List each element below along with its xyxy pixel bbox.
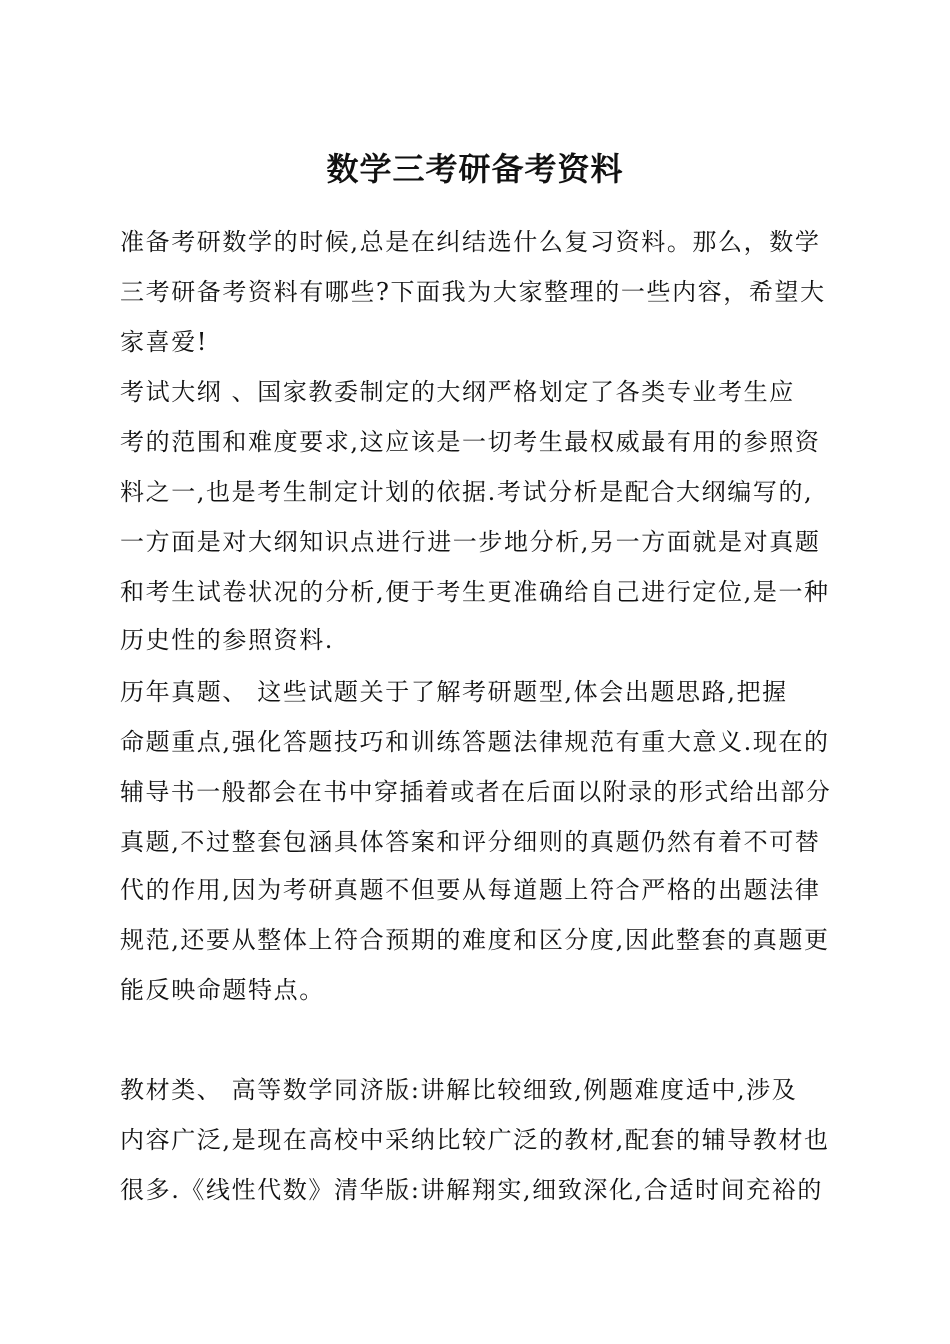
paragraph-line: 规范,还要从整体上符合预期的难度和区分度,因此整套的真题更: [120, 926, 830, 954]
paragraph-line: 命题重点,强化答题技巧和训练答题法律规范有重大意义.现在的: [120, 728, 830, 756]
paragraph-line: 准备考研数学的时候,总是在纠结选什么复习资料。那么，数学: [120, 228, 821, 256]
paragraph-line: 料之一,也是考生制定计划的依据.考试分析是配合大纲编写的,: [120, 478, 814, 506]
document-title: 数学三考研备考资料: [326, 150, 624, 188]
paragraph-line: 一方面是对大纲知识点进行进一步地分析,另一方面就是对真题: [120, 528, 821, 556]
paragraph-line: 考试大纲 、国家教委制定的大纲严格划定了各类专业考生应: [120, 378, 795, 406]
paragraph-line: 考的范围和难度要求,这应该是一切考生最权威最有用的参照资: [120, 428, 821, 456]
paragraph-line: 内容广泛,是现在高校中采纳比较广泛的教材,配套的辅导教材也: [120, 1126, 830, 1154]
paragraph-line: 辅导书一般都会在书中穿插着或者在后面以附录的形式给出部分: [120, 778, 832, 806]
paragraph-line: 教材类、 高等数学同济版:讲解比较细致,例题难度适中,涉及: [120, 1076, 798, 1104]
paragraph-line: 历史性的参照资料.: [120, 626, 335, 654]
paragraph-line: 代的作用,因为考研真题不但要从每道题上符合严格的出题法律: [120, 876, 821, 904]
paragraph-line: 很多.《线性代数》清华版:讲解翔实,细致深化,合适时间充裕的: [120, 1176, 823, 1204]
paragraph-line: 能反映命题特点。: [120, 976, 325, 1004]
paragraph-line: 三考研备考资料有哪些?下面我为大家整理的一些内容，希望大: [120, 278, 826, 306]
paragraph-line: 和考生试卷状况的分析,便于考生更准确给自己进行定位,是一种: [120, 578, 830, 606]
paragraph-line: 真题,不过整套包涵具体答案和评分细则的真题仍然有着不可替: [120, 828, 821, 856]
paragraph-line: 历年真题、 这些试题关于了解考研题型,体会出题思路,把握: [120, 678, 788, 706]
paragraph-line: 家喜爱!: [120, 328, 209, 356]
